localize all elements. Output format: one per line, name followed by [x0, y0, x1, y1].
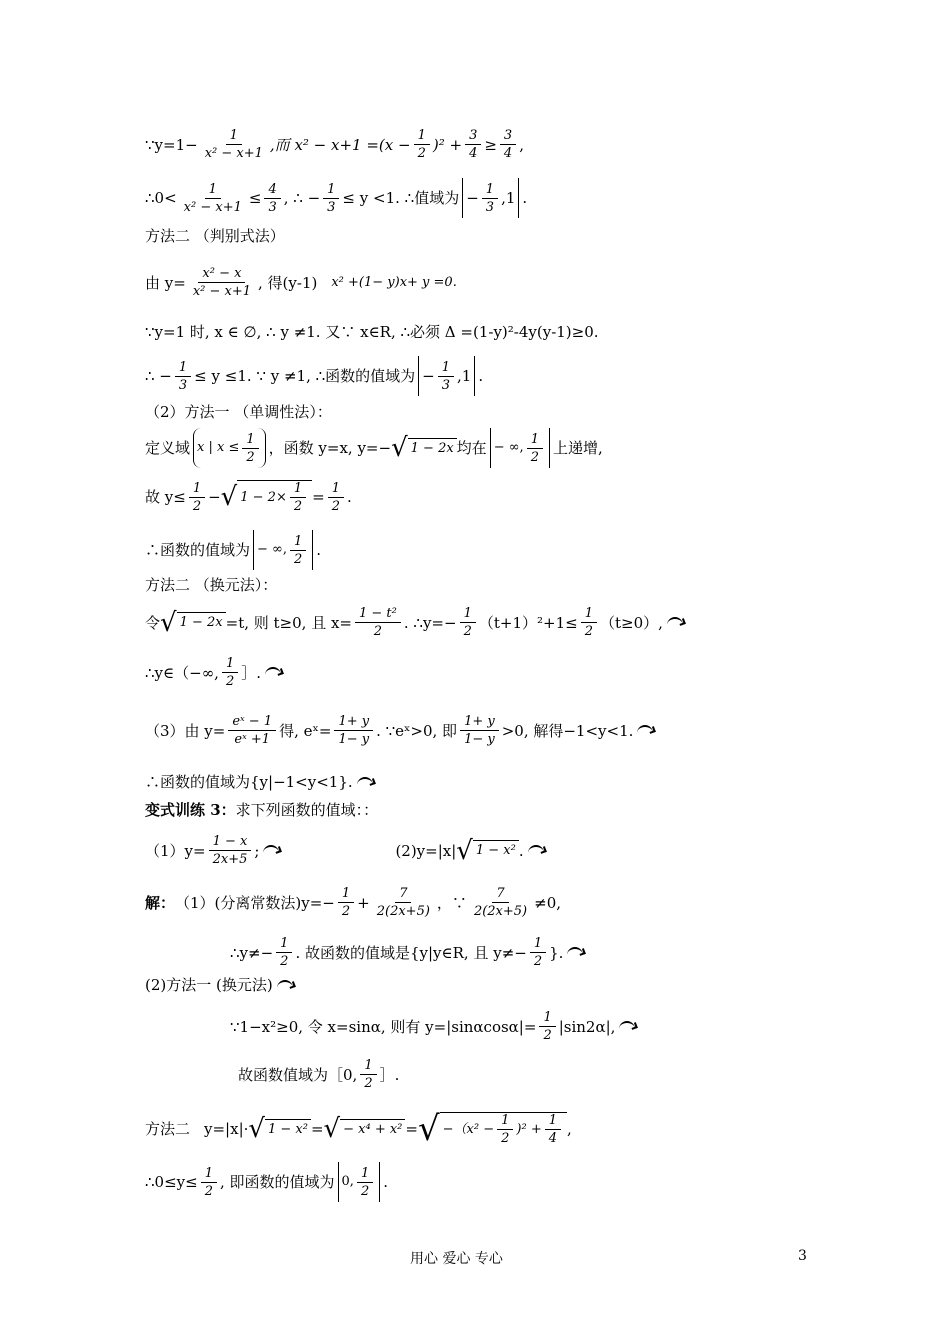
line-3: [145, 226, 285, 246]
text: }.: [549, 943, 564, 962]
edit-mark-icon: [263, 845, 279, 856]
edit-mark-icon: [637, 725, 653, 736]
line-21: [230, 1010, 635, 1043]
text: .: [478, 367, 484, 385]
sqrt: √ −（x² − $\frac{1}{2}$ )² + $\frac{1}{4}$: [418, 1112, 567, 1146]
interval: 0, $\frac{1}{2}$: [338, 1162, 381, 1202]
interval: − ∞, $\frac{1}{2}$: [253, 530, 313, 570]
edit-mark-icon: [265, 667, 281, 678]
edit-mark-icon: [357, 777, 373, 788]
text: , 得(y-1): [258, 273, 318, 292]
text: ,: [567, 1120, 572, 1138]
text: ∵y=1 时, x ∈ ∅, ∴ y ≠1. 又∵ x∈R, ∴必须 Δ =(1-y)²-4y(y-1)≥0.: [145, 323, 599, 341]
sqrt: √ 1 − 2x: [160, 610, 226, 636]
line-14: [145, 714, 653, 747]
text: ∴0<: [145, 189, 177, 207]
fraction: $\frac{1 - x}{2x+5}$: [209, 834, 252, 867]
text: ∴y∈（−∞,: [145, 663, 219, 682]
line-9: [145, 480, 352, 514]
fraction: $\frac{1}{3}$: [175, 360, 191, 393]
text: ≠0,: [534, 893, 562, 912]
fraction: $\frac{1}{2}$: [338, 886, 354, 919]
fraction: $\frac{1+ y}{1- y}$: [460, 714, 499, 747]
line-16: [145, 800, 378, 820]
text: +: [357, 893, 370, 912]
text: ∵1−x²≥0, 令 x=sinα, 则有 y=|sinαcosα|=: [230, 1017, 537, 1036]
line-19: [230, 936, 583, 969]
text: ］.: [241, 663, 262, 682]
text: ∴y≠−: [230, 943, 274, 962]
text: . ∵eˣ>0, 即: [376, 721, 458, 740]
text: ∴函数的值域为{y|−1<y<1}.: [145, 773, 353, 791]
fraction: $\frac{1}{\text{x² − x+1}}$: [183, 181, 242, 215]
text: ，∵: [436, 893, 467, 912]
text: 方法二: [145, 1120, 191, 1138]
text: （t+1）²+1≤: [478, 613, 578, 632]
edit-mark-icon: [277, 980, 293, 991]
text: ,而 x² − x+1 =(x −: [269, 135, 411, 154]
fraction: $\frac{3}{4}$: [465, 128, 481, 161]
text: ∴0≤y≤: [145, 1173, 198, 1191]
text: 上递增,: [552, 439, 603, 457]
fraction: $\frac{\text{1 − t²}}{2}$: [355, 606, 401, 639]
fraction: $\frac{1}{2}$: [581, 606, 597, 639]
fraction: $\frac{4}{3}$: [264, 182, 280, 215]
text: .: [383, 1173, 388, 1191]
fraction: $\frac{1}{2}$: [460, 606, 476, 639]
heading: （2）方法一 （单调性法）：: [145, 403, 332, 421]
line-13: [145, 656, 281, 689]
interval: − $\frac{1}{3}$ ,1: [462, 178, 519, 218]
line-20: [145, 975, 293, 995]
page-number: 3: [798, 1248, 807, 1264]
heading: 方法二 （换元法）：: [145, 576, 278, 594]
fraction: $\frac{1+ y}{1- y}$: [334, 714, 373, 747]
fraction: $\frac{1}{2}$: [530, 936, 546, 969]
interval: − ∞, $\frac{1}{2}$: [490, 428, 550, 468]
fraction: $\frac{\text{eˣ − 1}}{\text{eˣ +1}}$: [228, 714, 276, 747]
text: 定义域: [145, 439, 191, 457]
text: ∴ −: [145, 367, 172, 385]
text: 由 y=: [145, 273, 186, 292]
fraction: $\frac{1}{2}$: [222, 656, 238, 689]
footer-slogan: 用心 爱心 专心: [410, 1251, 503, 1267]
text: 故 y≤: [145, 488, 186, 506]
sqrt: √ 1 − 2x: [391, 435, 457, 461]
text: . ∴y=−: [403, 613, 457, 632]
text: ,: [519, 135, 524, 154]
line-11: [145, 575, 277, 595]
fraction: $\frac{7}{2(2x+5)}$: [473, 886, 528, 919]
text: ≤: [248, 189, 262, 207]
sqrt: √ 1 − x²: [456, 838, 519, 864]
fraction: $\frac{1}{2}$: [360, 1058, 376, 1091]
fraction: $\frac{1}{2}$: [201, 1166, 217, 1199]
line-15: [145, 772, 373, 792]
text: ］.: [379, 1065, 400, 1084]
text: )² +: [432, 135, 463, 154]
line-4: [145, 266, 457, 299]
line-6: [145, 356, 483, 396]
text: （3）由 y=: [145, 721, 226, 740]
text: （1）(分离常数法)y=−: [175, 893, 335, 912]
sqrt: √ 1 − x²: [248, 1116, 311, 1142]
sqrt: √ − x⁴ + x²: [324, 1116, 406, 1142]
line-5: [145, 322, 599, 342]
text: . 故函数的值域是{y|y∈R, 且 y≠−: [295, 943, 527, 962]
line-22: [238, 1058, 399, 1091]
edit-mark-icon: [567, 947, 583, 958]
text: ;: [254, 841, 260, 860]
text: 均在: [456, 439, 487, 457]
text: ≤ y ≤1. ∵ y ≠1, ∴函数的值域为: [194, 367, 416, 385]
fraction: $\frac{3}{4}$: [500, 128, 516, 161]
fraction: $\frac{7}{2(2x+5)}$: [376, 886, 430, 919]
text: =t, 则 t≥0, 且 x=: [225, 613, 352, 632]
text: 令: [145, 613, 161, 632]
sqrt: √ 1 − 2× $\frac{1}{2}$: [221, 480, 312, 514]
fraction: $\frac{1}{2}$: [414, 128, 430, 161]
text: y=|x|·: [204, 1120, 249, 1138]
edit-mark-icon: [528, 845, 544, 856]
line-23: [145, 1109, 572, 1149]
line-7: [145, 402, 332, 422]
text: ∵y=1−: [145, 135, 198, 154]
edit-mark-icon: [667, 617, 683, 628]
heading: 方法二 （判别式法）: [145, 227, 285, 245]
fraction: $\frac{1}{\text{x² − x+1}}$: [204, 128, 263, 161]
fraction: $\frac{1}{2}$: [189, 481, 205, 514]
line-1: [145, 128, 524, 161]
text: 得, eˣ=: [279, 721, 332, 740]
line-2: [145, 178, 527, 218]
interval: − $\frac{1}{3}$ ,1: [418, 356, 475, 396]
text: 故函数值域为［0,: [238, 1065, 358, 1084]
fraction: $\frac{1}{2}$: [539, 1010, 555, 1043]
text: （1）y=: [145, 841, 206, 860]
text: 求下列函数的值域：：: [235, 801, 379, 819]
line-18: [145, 886, 561, 919]
text: =: [312, 488, 325, 506]
text: ，函数 y=x, y=−: [268, 439, 392, 457]
text: x² +(1− y)x+ y =0.: [331, 274, 457, 290]
text: , ∴ −: [283, 189, 321, 207]
text: −: [208, 488, 221, 506]
text: ≤ y <1. ∴值域为: [342, 189, 460, 207]
text: =: [405, 1120, 418, 1138]
text: (2)y=|x|: [395, 841, 457, 860]
text: >0, 解得−1<y<1.: [501, 721, 634, 740]
text: （t≥0）,: [599, 613, 663, 632]
text: .: [522, 189, 528, 207]
text: =: [310, 1120, 324, 1138]
line-17: [145, 834, 544, 867]
line-8: [145, 428, 603, 468]
set: x | x ≤ $\frac{1}{2}$: [193, 428, 266, 468]
line-24: [145, 1162, 388, 1202]
text: .: [518, 841, 524, 860]
section-title: 变式训练 3：: [145, 801, 236, 819]
solution-label: 解：: [145, 893, 176, 912]
fraction: $\frac{1}{2}$: [276, 936, 292, 969]
text: ≥: [484, 135, 497, 154]
text: ∴函数的值域为: [145, 541, 251, 559]
heading: (2)方法一 (换元法): [145, 976, 273, 994]
line-12: [145, 606, 683, 639]
text: , 即函数的值域为: [219, 1173, 335, 1191]
edit-mark-icon: [619, 1021, 635, 1032]
text: .: [316, 541, 322, 559]
fraction: $\frac{1}{3}$: [323, 182, 339, 215]
fraction: $\frac{\text{x² − x}}{\text{x² − x+1}}$: [192, 266, 252, 299]
fraction: $\frac{1}{2}$: [328, 481, 344, 514]
text: |sin2α|,: [558, 1017, 616, 1036]
text: .: [346, 488, 352, 506]
line-10: [145, 530, 321, 570]
